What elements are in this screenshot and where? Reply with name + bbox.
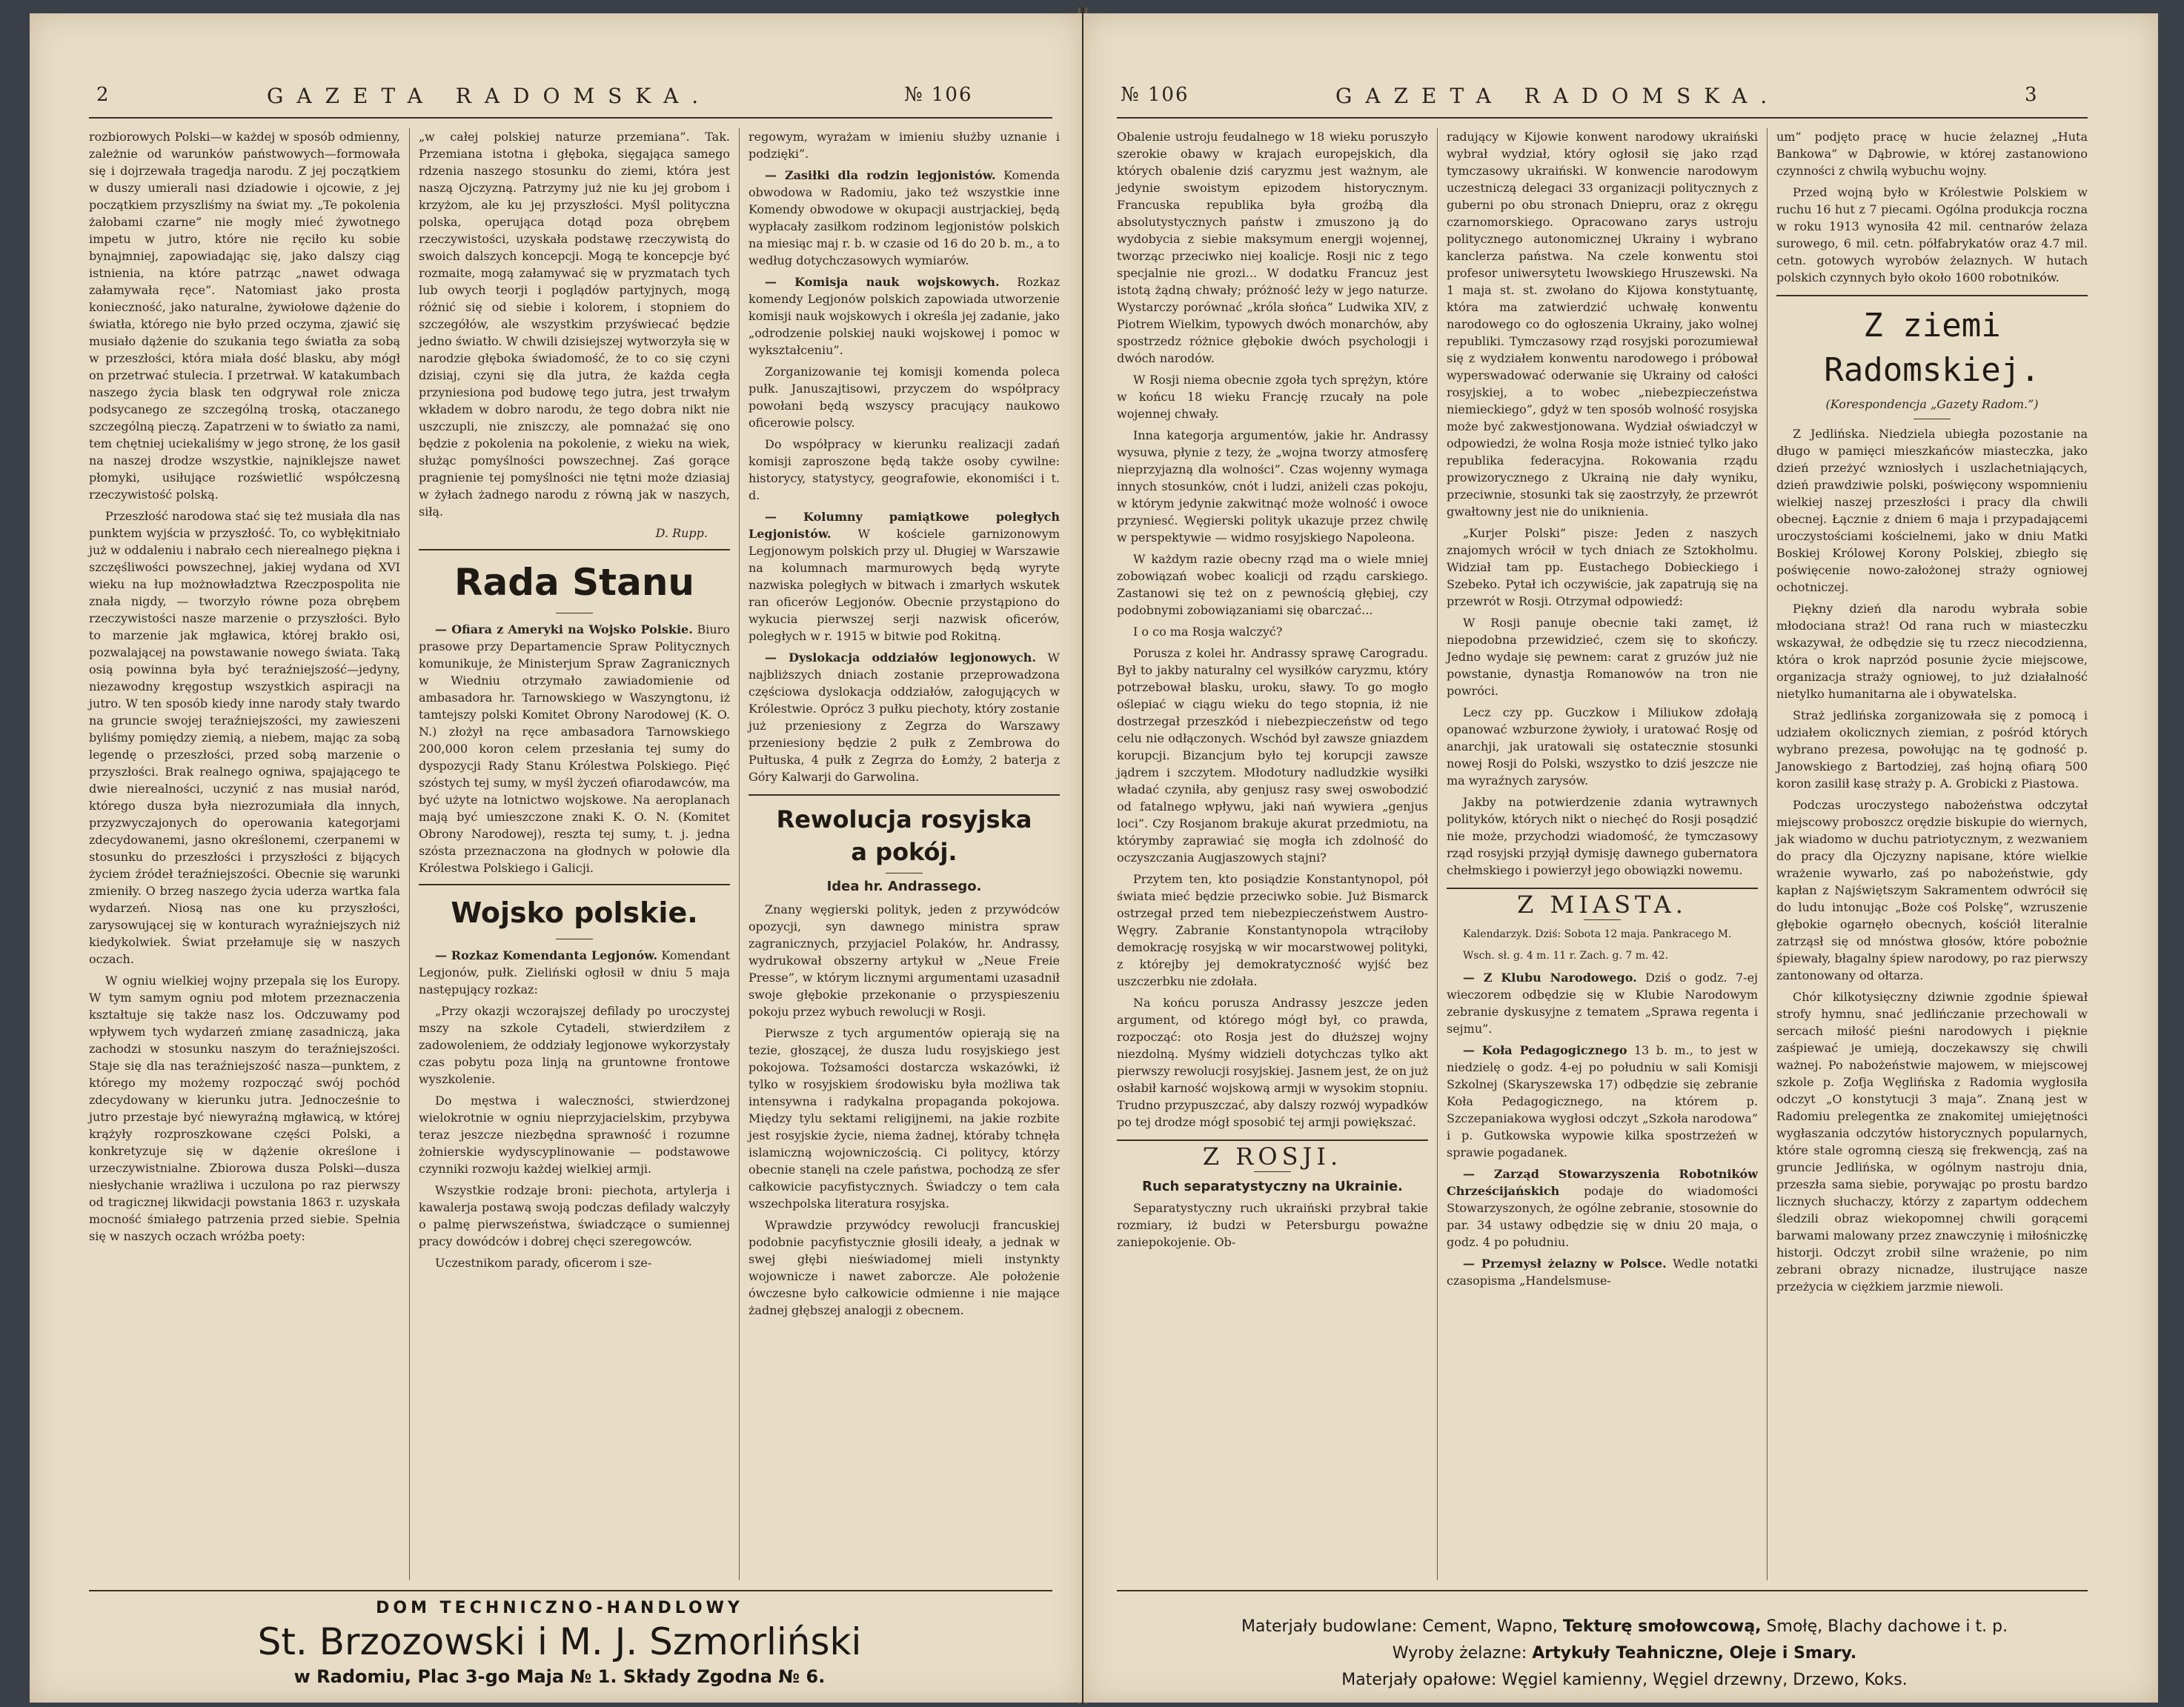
paragraph: W ogniu wielkiej wojny przepala się los Europy. W tym samym ogniu pod młotem przeznaczenia kształtuje się także nasz los. Odczuwamy pod wpływem tych wydarzeń zmianę zasadniczą, jaka zachodzi w stosunku naszym do teraźniejszości. Staje się dla nas teraźniejszość nasza—punktem, z którego my możemy rozpocząć swój pochód zdecydowany w kierunku jutra. Jednocześnie to jutro przestaje być niewyraźną mgławicą, w której krążyły rozproszkowane części Polski, a konkretyzuje się w dążenie określone i urzeczywistnialne. Zbiorowa dusza Polski—dusza niesłychanie wrażliwa i uczulona po raz pierwszy od tragicznej likwidacji powstania 1863 r. uzyskała mocność śmiałego patrzenia przed siebie. Spełnia się w naszych oczach wróżba poety: (89, 974, 400, 1243)
news-item (1447, 1165, 1758, 1251)
paragraph: radujący w Kijowie konwent narodowy ukraiński wybrał wydział, który ogłosił się jako rząd tymczasowy ukraiński. W konwencie narodowym uczestniczą delegaci 33 organizacji politycznych z guberni po obu stronach Dniepru, oraz z okręgu czarnomorskiego. Opracowano zarys ustroju politycznego autonomicznej Ukrainy i wybrano kanclerza państwa. Na czele konwentu stoi profesor uniwersytetu lwowskiego Hruszewski. Na 1 maja st. st. zwołano do Kijowa konstytuantę, która ma zatwierdzić uchwałę konwentu narodowego co do ogłoszenia Ukrainy, jako wolnej republiki. Tymczasowy rząd rosyjski porozumiewał się z wydziałem konwentu narodowego i próbował wyperswadować oderwanie się Ukrainy od całości rosyjskiej, a to wobec „niebezpieczeństwa niemieckiego”, gdyż w ten sposób wolność rosyjska może być zakwestjonowana. Wydział oświadczył w odpowiedzi, że wolna Rosja może istnieć tylko jako republika federacyjna. Rokowania rządu prowizorycznego z Ukrainą nie dały wyniku, przeciwnie, stosunki tak się zaostrzyły, że przewrót gwałtowny jest nie do uniknienia. (1447, 130, 1758, 519)
news-item (1447, 1255, 1758, 1289)
paragraph: Obalenie ustroju feudalnego w 18 wieku poruszyło szerokie obawy w krajach europejskich, dla których obalenie dziś caryzmu jest ważnym, ale jedynie swoistym epizodem historycznym. Francuska republika była groźbą dla absolutystycznych państw i zmuszono ją do wydobycia z siebie maksymum energji wojennej, tworząc przeciwko niej koalicje. Rosji nic z tego specjalnie nie grozi... W dodatku Francuz jest istotą żądną chwały; próżność leży w jego naturze. Wystarczy porównać „króla słońca” Ludwika XIV, z Piotrem Wielkim, typowych dwóch monarchów, aby spostrzedz różnice głębokie dwóch psychologji i dwóch narodów. (1117, 130, 1428, 365)
masthead-title: GAZETA RADOMSKA. (267, 84, 712, 108)
news-item-head: — Dyslokacja oddziałów legjonowych. (765, 650, 1036, 665)
paragraph: W Rosji niema obecnie zgoła tych sprężyn, które w końcu 18 wieku Francję rzucały na pole wojennej chwały. (1117, 373, 1428, 421)
news-item (1447, 969, 1758, 1037)
left-page-header (30, 84, 1082, 113)
header-rule (89, 117, 1052, 119)
paragraph: Porusza z kolei hr. Andrassy sprawę Carogradu. Był to jakby naturalny cel wysiłków caryzmu, który potrzebował blasku, uroku, sławy. To go mogło oślepiać w ciągu wieku do tego stopnia, iż nie dostrzegał przeszkód i niebezpieczeństw od tego celu nie odłączonych. Wschód był zawsze gniazdem korupcji. Bizancjum było tej korupcji zawsze jądrem i szczytem. Młodotury nadludzkie wysiłki władać czyniła, aby genjusz rasy swej oswobodzić od fatalnego wpływu, jaki nań wywiera „genjus loci”. Czy Rosjanom brakuje akurat przedmiotu, na którymby zaprawiać się mogła ich zdolność do oczyszczania Augjaszowych stajni? (1117, 646, 1428, 865)
paragraph: „Przy okazji wczorajszej defilady po uroczystej mszy na szkole Cytadeli, stwierdziłem z zadowoleniem, że oddziały legjonowe wykorzystały czas pobytu poza linją na gruntowne frontowe wyszkolenie. (419, 1004, 730, 1086)
section-rule (1776, 295, 2088, 296)
ad-line-2 (1143, 1640, 2106, 1667)
section-title-z-rosji: Z ROSJI. (1202, 1142, 1343, 1171)
section-title-z-miasta: Z MIASTA. (1517, 891, 1687, 919)
paragraph: Przed wojną było w Królestwie Polskiem w ruchu 16 hut z 7 piecami. Ogólna produkcja roczna w roku 1913 wynosiła 42 mil. centnarów żelaza surowego, 6 mil. cetn. półfabrykatów oraz 4.7 mil. cetn. gotowych wyrobów żelaznych. W hutach polskich czynnych było około 1600 robotników. (1776, 185, 2088, 284)
paragraph: Na końcu porusza Andrassy jeszcze jeden argument, od którego mógł był, co prawda, rozpocząć: oto Rosja jest do dłuższej wojny niezdolną. Myśmy widzieli dotychczas tylko akt pierwszy rewolucji rosyjskiej. Jasnem jest, że on już osłabił karność wojskową armji w wysokim stopniu. Trudno przypuszczać, aby dalszy rozwój wypadków po tej drodze mógł sposobić tej armji powiększać. (1117, 996, 1428, 1129)
page-number: 2 (96, 84, 110, 106)
news-item-text: W kościele garnizonowym Legjonowym polskich przy ul. Długiej w Warszawie na kolumnach marmurowych będą wyryte nazwiska poległych w bitwach i zmarłych wskutek ran oficerów Legjonów. Obecnie przystąpiono do wykucia pierwszej serji nazwisk oficerów, poległych w r. 1915 w bitwie pod Rokitną. (749, 527, 1060, 643)
news-item-head: — Komisja nauk wojskowych. (765, 275, 1000, 289)
subtitle: Idea hr. Andrassego. (826, 879, 982, 894)
paragraph: „Kurjer Polski” pisze: Jeden z naszych znajomych wrócił w tych dniach ze Sztokholmu. Widział tam pp. Eustachego Dobieckiego i Szebeko. Pytał ich oczywiście, jak zapatrują się na przewrót w Rosji. Otrzymał odpowiedź: (1447, 526, 1758, 608)
news-item-head: — Zasiłki dla rodzin legjonistów. (765, 168, 996, 182)
section-rule (749, 794, 1060, 796)
news-item-head: — Koła Pedagogicznego (1463, 1043, 1627, 1057)
paragraph: Chór kilkotysięczny dziwnie zgodnie śpiewał strofy hymnu, snać jedlińczanie przechowali w sercach miłość pieśni narodowych i pięknie zaśpiewać je umieją, doczekawszy się chwili ważnej. Po nabożeństwie majowem, w miejscowej szkole p. Zofja Węglińska z Radomia wygłosiła odczyt „O konstytucji 3 maja”. Znaną jest w Radomiu prelegentka ze znakomitej umiejętności wygłaszania odczytów historycznych popularnych, które stale ogromną cieszą się frekwencją, zaś na gruncie Jedlińska, w ogólnym nastroju dnia, przeszła sama siebie, porywając po prostu bardzo licznych słuchaczy, którzy z zapartym oddechem śledzili obraz wiekopomnej chwili gorącemi barwami malowany przez znawczynię i miłośniczkę historji. Odczyt zrobił silne wrażenie, po nim zebrani obrazy nicnadze, ilustrujące nasze przeżycia w ciężkiem jarzmie niewoli. (1776, 990, 2088, 1294)
section-rule (419, 884, 730, 885)
issue-number: № 106 (904, 84, 973, 106)
column-divider (1767, 128, 1768, 1580)
paragraph: Do męstwa i waleczności, stwierdzonej wielokrotnie w ogniu nieprzyjacielskim, przybywa teraz jeszcze niezbędna sprawność i rozumne żołnierskie wydyscyplinowanie — podstawowe czynniki rozwoju każdej wielkiej armji. (419, 1094, 730, 1176)
article-column-1 (89, 128, 400, 1249)
section-rule (1117, 1139, 1428, 1141)
short-rule (1254, 1171, 1291, 1172)
section-title-rewolucja-2: a pokój. (851, 838, 957, 866)
news-item-head: — Kolumny pamiątkowe poległych Legjonistów. (749, 510, 1060, 541)
news-item-head: — Rozkaz Komendanta Legjonów. (435, 948, 658, 962)
news-item-text: Rozkaz komendy Legjonów polskich zapowiada utworzenie komisji nauk wojskowych i określa jej zadanie, jako „odrodzenie polskiej nauki wojskowej i pomoc w wykształceniu”. (749, 275, 1060, 357)
column-divider (1437, 128, 1438, 1580)
paragraph: W każdym razie obecny rząd ma o wiele mniej zobowiązań wobec koalicji od rządu carskiego. Zastanowi się też on z pewnością głębiej, czy podobnymi zobowiązaniami się obarczać... (1117, 552, 1428, 617)
paragraph: Podczas uroczystego nabożeństwa odczytał miejscowy proboszcz orędzie biskupie do wiernych, jak wiadomo w duchu patriotycznym, z wezwaniem do pracy dla Ojczyzny napisane, które wielkie wrażenie wywarło, zaś po nabożeństwie, gdy kapłan z Najświętszym Sakramentem odwrócił się do ludu intonując „Boże coś Polskę”, wzruszenie głębokie ogarnęło obecnych, kościół literalnie zatrząsł się od mnóstwa głosów, które pobożnie śpiewały, błagalny śpiew narodowy, po raz pierwszy zantonowany od ołtarza. (1776, 798, 2088, 982)
correspondence-note: (Korespondencja „Gazety Radom.”) (1825, 397, 2039, 411)
section-title-ziemi: Z ziemi Radomskiej. (1824, 307, 2040, 389)
paragraph: Jakby na potwierdzenie zdania wytrawnych polityków, których nikt o niechęć do Rosji posądzić nie może, przychodzi wiadomość, że tymczasowy rząd rosyjski przyjął dymisję dawnego gubernatora chełmskiego i powierzył jego obowiązki nowemu. (1447, 795, 1758, 877)
news-item (419, 621, 730, 876)
paragraph: regowym, wyrażam w imieniu służby uznanie i podzięki”. (749, 130, 1060, 161)
column-divider (739, 128, 740, 1580)
ad-company-name: St. Brzozowski i M. J. Szmorliński (257, 1620, 862, 1663)
paragraph: rozbiorowych Polski—w każdej w sposób odmienny, zależnie od warunków państwowych—formowała się i dojrzewała tragedja narodu. Z jej początkiem w duszy umierali nasi dziadowie i ojcowie, z jej początkiem przyszliśmy na świat my. „Te pokolenia żałobami czarne” nie mogły mieć żywotnego impetu w jutro, które nie ręciło ku sobie bynajmniej, zapowiadając się, jako dalszy ciąg istnienia, na które patrząc „nawet odwaga załamywała ręce”. Natomiast jako prosta konieczność, jako naturalne, żywiołowe dążenie do światła, którego nie było przed oczyma, zjawić się musiało dążenie do szukania tego światła za sobą w przeszłości, która miała dość blasku, aby mógł on przetrwać stulecia. I przetrwał. W katakumbach naszego życia blask ten odgrywał role znicza podsycanego ze szczególną troską, otaczanego szczególną pieczą. Zapatrzeni w to światło za nami, tem chętniej uciekaliśmy w jego stronę, że los gasił na naszej drodze wszystkie, najniklejsze nawet płomyki, usiłujące rozświetlić współczesną rzeczywistość polską. (89, 130, 400, 502)
section-title-rewolucja: Rewolucja rosyjska (776, 805, 1032, 833)
ad-line-1 (1143, 1614, 2106, 1640)
advertisement (1143, 1614, 2106, 1694)
paragraph: I o co ma Rosja walczyć? (1133, 625, 1283, 639)
paragraph: Inna kategorja argumentów, jakie hr. Andrassy wysuwa, płynie z tezy, że „wojna tworzy atmosferę nieprzyjazną dla wolności”. Czas wojenny wymaga innych stosunków, cnót i ludzi, aniżeli czas pokoju, w którym jedynie zakwitnąć może wolność i owoce przyniesć. Węgierski polityk ukazuje przez chwilę w perspektywie — widmo rosyjskiego Napoleona. (1117, 428, 1428, 545)
ad-line-1: DOM TECHNICZNO-HANDLOWY (376, 1599, 743, 1617)
news-item-text: Dziś o godz. 7-ej wieczorem odbędzie się w Klubie Narodowym zebranie dyskusyjne z tematem „Sprawa regenta i sejmu”. (1447, 971, 1758, 1036)
signature: D. Rupp. (655, 526, 708, 540)
right-page-header (1083, 84, 2158, 113)
article-column-2 (1447, 128, 1758, 1294)
news-item-text: Komenda obwodowa w Radomiu, jako też wszystkie inne Komendy obwodowe w okupacji austrjackiej, będą wypłacały zasiłkom rodzinom legjonistów polskich na miesiąc maj r. b. w czasie od 16 do 20 b. m., a to według dotychczasowych wymiarów. (749, 168, 1060, 267)
ad-address: w Radomiu, Plac 3-go Maja № 1. Składy Zgodna № 6. (293, 1666, 826, 1687)
paragraph: Separatystyczny ruch ukraiński przybrał takie rozmiary, iż budzi w Petersburgu poważne zaniepokojenie. Ob- (1117, 1201, 1428, 1249)
news-item-text: Wedle notatki czasopisma „Handelsmuse- (1447, 1257, 1759, 1288)
article-column-1 (1117, 128, 1428, 1255)
news-item-head: — Ofiara z Ameryki na Wojsko Polskie. (435, 622, 693, 636)
paragraph: Zorganizowanie tej komisji komenda poleca pułk. Januszajtisowi, przyczem do współpracy powołani będą wszyscy pracujący naukowo oficerowie polscy. (749, 365, 1060, 430)
short-rule (886, 873, 923, 874)
subtitle: Ruch separatystyczny na Ukrainie. (1142, 1179, 1403, 1194)
news-item (419, 947, 730, 998)
left-page (30, 13, 1082, 1703)
news-item-head: — Zarząd Stowarzyszenia Robotników Chrześcijańskich (1447, 1167, 1758, 1198)
news-item (749, 273, 1060, 359)
paragraph: Lecz czy pp. Guczkow i Miliukow zdołają opanować wzburzone żywioły, i uratować Rosję od anarchji, jak uratowali się ostatecznie stosunki nowej Rosji do Polski, wszystko to dziś jeszcze nie ma wyraźnych zarysów. (1447, 705, 1758, 788)
section-rule (1447, 888, 1758, 889)
paragraph: Przeszłość narodowa stać się też musiała dla nas punktem wyjścia w przyszłość. To, co wybłękitniało już w oddaleniu i nabrało cech nierealnego piękna i szczęśliwości powszechnej, jakiej wydana od XVI wieku na łup możnowładztwa Rzeczpospolita nie znała nigdy, — tworzyło równe poza obrębem rzeczywistości nasze marzenie o przyszłości. Było to marzenie jak mgławica, której brakło osi, pozwalającej na powstawanie nowego świata. Taką osią powinna była być teraźniejszość—jedyny, niezawodny kręgostup wszystkich aspiracji na jutro. W ten sposób kiedy inne narody stały twardo na gruncie swojej teraźniejszości, my zawieszeni byliśmy pomiędzy ziemią, a niebem, mając za sobą legendę o przeszłości, przed sobą marzenie o przyszłości. Brak realnego ogniwa, spajającego te dwie nierealności, uczynić z nas musiał naród, którego dusza była niezrozumiała dla innych, przyzwyczajonych do operowania kategorjami zdecydowanemi, jasno określonemi, czerpanemi w stosunku do przeszłości i przyszłości z bijących życiem źródeł teraźniejszości. Obecnie się warunki zmieniły. O brzeg naszego życia uderza wartka fala wydarzeń. Niosą nas one ku przyszłości, zarysowującej się w konturach wyraźniejszych niż kiedykolwiek. Świat przełamuje się w naszych oczach. (89, 509, 400, 966)
ad-text: Materjały budowlane: Cement, Wapno, (1241, 1617, 1558, 1636)
masthead-title: GAZETA RADOMSKA. (1335, 84, 1781, 108)
header-rule (1117, 117, 2088, 119)
ad-text: Wyroby żelazne: (1392, 1644, 1527, 1663)
paragraph: Wprawdzie przywódcy rewolucji francuskiej podobnie pacyfistycznie głosili ideały, a jednak w swej głębi nieświadomej mieli instynkty wojownicze i nawet zaborcze. Ale położenie ówczesne było całkowicie odmienne i nie mające żadnej głębszej analogji z obecnem. (749, 1218, 1060, 1317)
news-item-head: — Przemysł żelazny w Polsce. (1463, 1257, 1667, 1271)
article-column-2 (419, 128, 730, 1276)
calendar-note: Kalendarzyk. Dziś: Sobota 12 maja. Pankracego M. (1463, 928, 1732, 940)
ad-text: Smołę, Blachy dachowe i t. p. (1766, 1617, 2008, 1636)
section-rule (419, 549, 730, 550)
news-item-text: Biuro prasowe przy Departamencie Spraw Politycznych komunikuje, że Ministerjum Spraw Zagranicznych w Wiedniu otrzymało zawiadomienie od ambasadora hr. Tarnowskiego w Waszyngtonu, iż tamtejszy polski Komitet Obrony Narodowej (K. O. N.) złożył na ręce ambasadora Tarnowskiego 200,000 koron celem przesłania tej sumy do dyspozycji Rady Stanu Królestwa Polskiego. Pięć szóstych tej sumy, w myśl życzeń ofiarodawców, ma być użyte na lotnictwo wojskowe. Na aeroplanach mają być umieszczone znaki K. O. N. (Komitet Obrony Narodowej), reszta tej sumy, t. j. jedna szósta przeznaczona na głodnych w połowie dla Królestwa Polskiego i Galicji. (419, 622, 730, 875)
issue-number: № 106 (1121, 84, 1189, 106)
news-item-text: W najbliższych dniach zostanie przeprowadzona częściowa dyslokacja oddziałów, załogujących w Królestwie. Oprócz 3 pułku piechoty, który zostanie już przeniesiony z Zegrza do Warszawy przeniesiony będzie 2 pułk z Zembrowa do Pułtuska, 4 pułk z Zegrza do Łomży, 2 baterja z Góry Kalwarji do Garwolina. (749, 650, 1060, 784)
column-divider (409, 128, 410, 1580)
news-item (749, 649, 1060, 785)
paragraph: Wszystkie rodzaje broni: piechota, artylerja i kawalerja postawą swoją podczas defilady walczyły o palmę pierwszeństwa, świadczące o sumiennej pracy dowódców i dobrej chęci szeregowców. (419, 1183, 730, 1248)
news-item (749, 167, 1060, 269)
ad-text-bold: Artykuły Teahniczne, Oleje i Smary. (1532, 1644, 1857, 1663)
page-number: 3 (2025, 84, 2039, 106)
sun-times: Wsch. sł. g. 4 m. 11 r. Zach. g. 7 m. 42. (1463, 950, 1669, 962)
paragraph: Piękny dzień dla narodu wybrała sobie młodociana straż! Od rana ruch w miasteczku wskazywał, że odbędzie się tu rzecz niecodzienna, która o krok naprzód posunie życie miejscowe, organizacja straży ogniowej, to już działalność nietylko humanitarna ale i obywatelska. (1776, 602, 2088, 701)
short-rule (1584, 919, 1621, 920)
paragraph: Przytem ten, kto posiądzie Konstantynopol, pół świata mieć będzie przeciwko sobie. Już Bismarck ostrzegał przed tem niebezpieczeństwem Austro-Węgry. Zabranie Konstantynopola wtrąciłoby demokrację rosyjską w wir mocarstwowej polityki, z którejby jej demokratyczność wyjść bez uszczerbku nie zdołała. (1117, 872, 1428, 988)
article-column-3 (749, 128, 1060, 1323)
paragraph: um” podjęto pracę w hucie żelaznej „Huta Bankowa” w Dąbrowie, w której zastanowiono czynności z chwilą wybuchu wojny. (1776, 130, 2088, 178)
news-item-text: 13 b. m., to jest w niedzielę o godz. 4-ej po południu w sali Komisji Szkolnej (Skaryszewska 17) odbędzie się zebranie Koła Pedagogicznego, na którem p. Szczepaniakowa wygłosi odczyt „Szkoła narodowa” i p. Gutkowska wypowie kilka spostrzeżeń w sprawie pogadanek. (1447, 1043, 1758, 1159)
paragraph: Straż jedlińska zorganizowała się z pomocą i udziałem okolicznych ziemian, z pośród których wybrano prezesa, powołując na tę godność p. Janowskiego z Bartodziej, zaś hojną ofiarą 500 koron zasilił kasę straży p. A. Grobicki z Piastowa. (1776, 708, 2088, 791)
ad-rule (1117, 1590, 2088, 1591)
paragraph: Do współpracy w kierunku realizacji zadań komisji zaproszone będą także osoby cywilne: historycy, statystycy, geografowie, ekonomiści i t. d. (749, 437, 1060, 502)
section-title-wojsko: Wojsko polskie. (451, 896, 698, 929)
paragraph: Znany węgierski polityk, jeden z przywódców opozycji, syn dawnego ministra spraw zagranicznych, przyjaciel Polaków, hr. Andrassy, wydrukował obszerny artykuł w „Neue Freie Presse”, w którym licznymi argumentami uzasadnił swoje głębokie przekonanie o przyspieszeniu pokoju przez wybuch rewolucji w Rosji. (749, 902, 1060, 1019)
paragraph: W Rosji panuje obecnie taki zamęt, iż niepodobna przewidzieć, czem się to skończy. Jedno wydaje się pewnem: carat z gruzów już nie powstanie, dynastja Romanowów na tron nie powróci. (1447, 616, 1758, 698)
news-item-text: Komendant Legjonów, pułk. Zieliński ogłosił w dniu 5 maja następujący rozkaz: (419, 948, 730, 996)
section-title-rada-stanu: Rada Stanu (454, 561, 695, 604)
paragraph: Z Jedlińska. Niedziela ubiegła pozostanie na długo w pamięci mieszkańców miasteczka, jako dzień przeżyć wzniosłych i uszlachetniających, dzień prawdziwie polski, poświęcony wspomnieniu wielkiej naszej przeszłości i pracy dla chwili obecnej. Łącznie z dniem 6 maja i przypadającemi uroczystościami kościelnemi, jako w dniu Matki Boskiej Królowej Korony Polskiej, zbiegło się poświęcenie nowo-założonej straży ogniowej ochotniczej. (1776, 427, 2088, 594)
advertisement (126, 1599, 993, 1703)
paragraph: „w całej polskiej naturze przemiana”. Tak. Przemiana istotna i głęboka, sięgająca samego rdzenia naszego stosunku do ziemi, która jest naszą Ojczyzną. Patrzymy już nie ku jej grobom i krzyżom, ale ku jej przyszłości. Myśl polityczna polska, operująca dotąd poza obrębem rzeczywistości, uzyskała podstawę rzeczywistą do swoich dalszych koncepcji. Mogą te koncepcje być rozmaite, mogą załamywać się w pryzmatach tych lub owych teorji i poglądów partyjnych, mogą różnić się od siebie i kolorem, i stopniem do szczegółów, ale wszystkim przyświecać będzie jedno światło. W chwili dzisiejszej wytworzyła się w narodzie głęboka świadomość, że to co się czyni dzisiaj, czyni się dla jutra, że każda cegła przyniesiona pod budowę tego jutra, jest trwałym wkładem w dobro narodu, że tego dobra nikt nie uszczupli, nie zniszczy, ale pomnażać się ono będzie z pokolenia na pokolenie, z wieku na wiek, służąc pomyślności powszechnej. Zaś gorące pragnienie tej pomyślności nie tętni może dziasiaj w żyłach żadnego narodu z równą jak w naszych, siłą. (419, 130, 730, 519)
ad-text-bold: Tekturę smołowcową, (1562, 1617, 1762, 1636)
news-item-head: — Z Klubu Narodowego. (1463, 971, 1637, 985)
news-item (749, 508, 1060, 645)
paragraph: Uczestnikom parady, oficerom i sze- (435, 1256, 652, 1270)
article-column-3 (1776, 128, 2088, 1300)
news-item-text: podaje do wiadomości Stowarzyszonych, że ogólne zebranie, stosownie do par. 34 ustawy odbędzie się w dniu 20 maja, o godz. 4 po południu. (1447, 1184, 1758, 1249)
ad-rule (89, 1590, 1052, 1591)
ad-line-3: Materjały opałowe: Węgiel kamienny, Węgiel drzewny, Drzewo, Koks. (1341, 1671, 1908, 1689)
right-page (1083, 13, 2158, 1703)
paragraph: Pierwsze z tych argumentów opierają się na tezie, głoszącej, że dusza ludu rosyjskiego jest pokojowa. Tożsamości dostarcza wskazówki, iż tylko w rosyjskiem środowisku była możliwa tak intensywna i radykalna propaganda pokojowa. Między tylu sektami religijnemi, na jakie rozbite jest rosyjskie życie, niema żadnej, któraby tchnęła islamiczną wojowniczością. Ci politycy, którzy obecnie stanęli na czele państwa, pochodzą ze sfer całkowicie pacyfistycznych. Świadczy o tem cała wszechpolska literatura rosyjska. (749, 1026, 1060, 1211)
news-item (1447, 1042, 1758, 1161)
